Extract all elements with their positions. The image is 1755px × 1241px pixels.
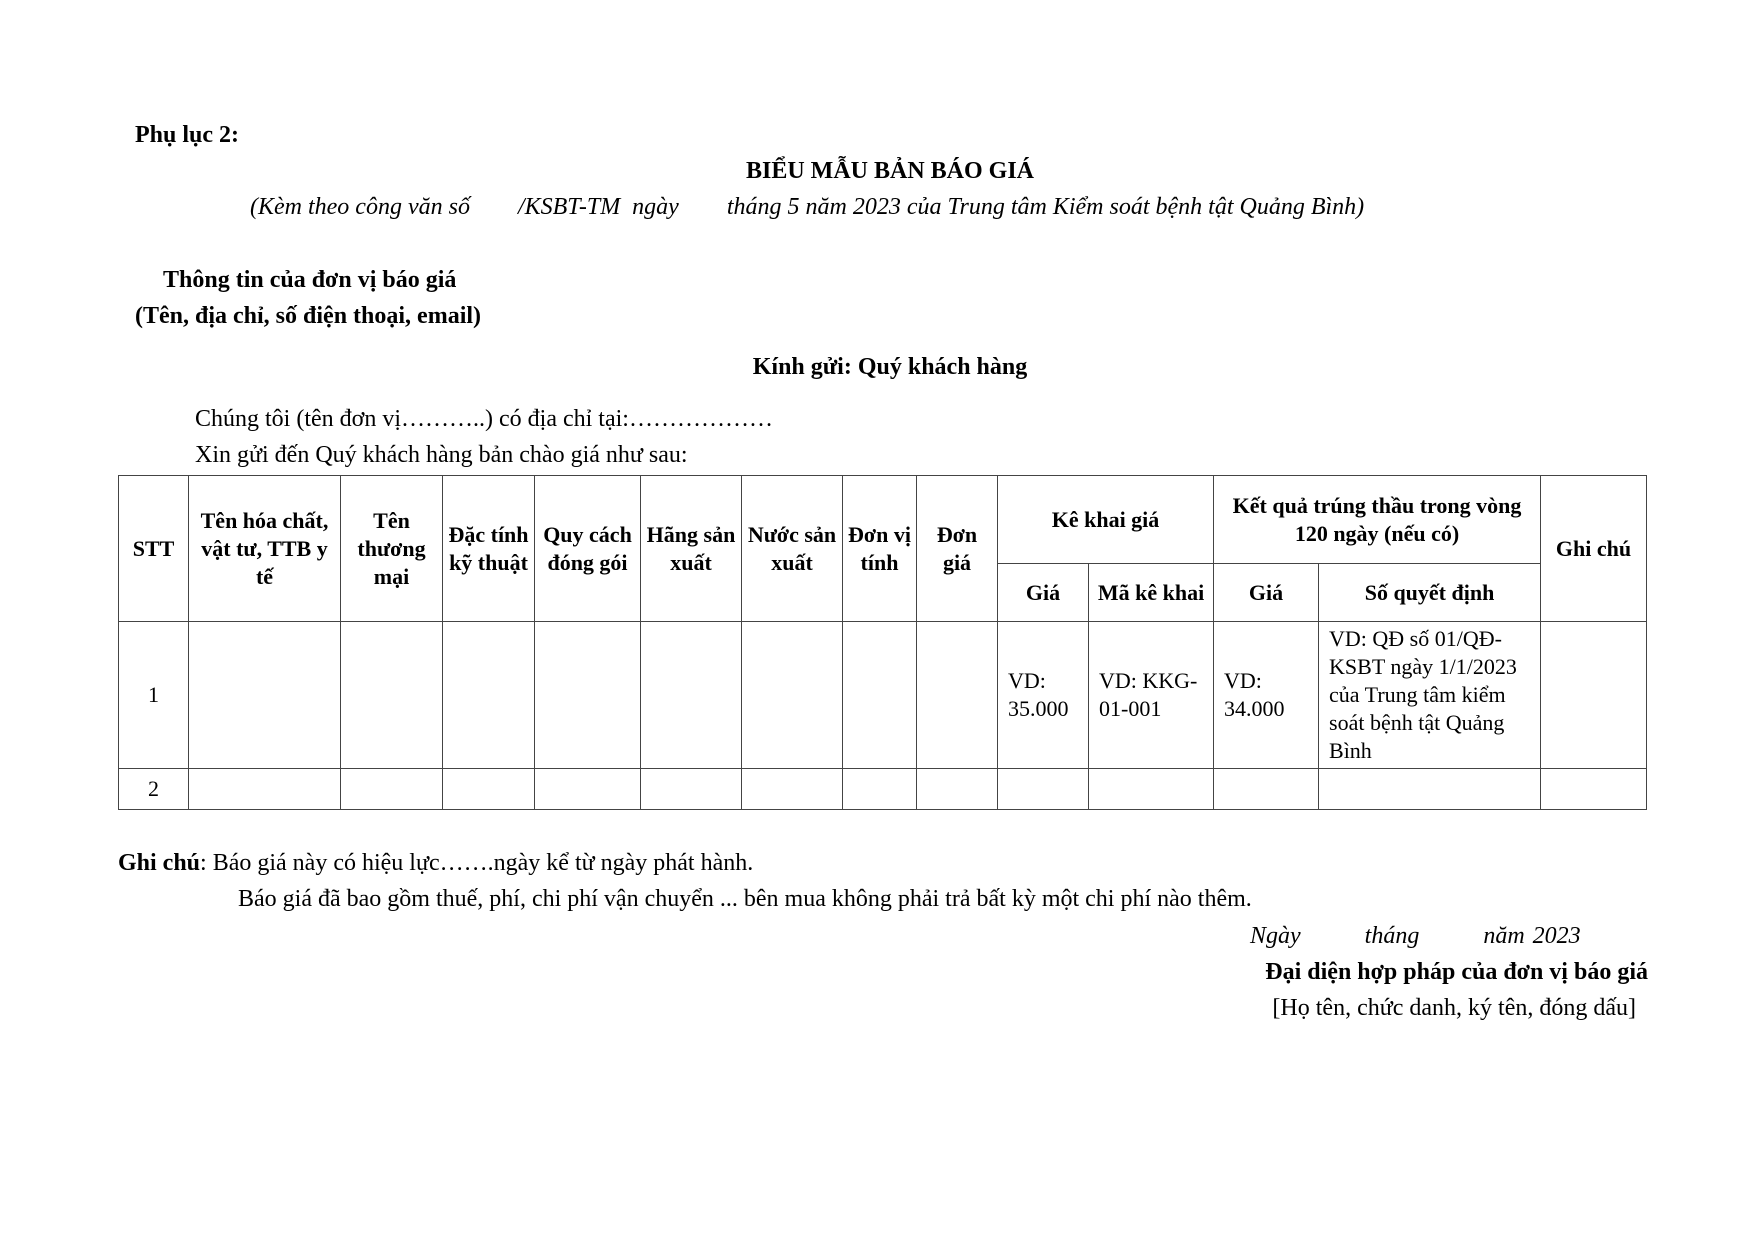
- cell-decl-code: VD: KKG-01-001: [1089, 622, 1214, 769]
- signature-title: Đại diện hợp pháp của đơn vị báo giá: [1265, 959, 1648, 985]
- header-price-declaration: Kê khai giá: [998, 476, 1214, 564]
- cell-stt: 1: [119, 622, 189, 769]
- header-unit-price: Đơn giá: [917, 476, 998, 622]
- header-stt: STT: [119, 476, 189, 622]
- cell-item-name: [189, 769, 341, 810]
- header-decision-no: Số quyết định: [1319, 564, 1541, 622]
- cell-packing: [535, 769, 641, 810]
- header-country: Nước sản xuất: [742, 476, 843, 622]
- intro-line-2: Xin gửi đến Quý khách hàng bản chào giá như sau:: [195, 442, 688, 468]
- intro-line-1: Chúng tôi (tên đơn vị………..) có địa chỉ tại:………………: [195, 406, 773, 432]
- header-bid-price: Giá: [1214, 564, 1319, 622]
- cell-spec: [443, 622, 535, 769]
- cell-unit-price: [917, 622, 998, 769]
- document-title: BIỂU MẪU BẢN BÁO GIÁ: [745, 158, 1035, 184]
- signature-date: Ngày tháng năm 2023: [1250, 923, 1581, 949]
- header-spec: Đặc tính kỹ thuật: [443, 476, 535, 622]
- sender-info-heading: Thông tin của đơn vị báo giá: [163, 267, 457, 293]
- cell-country: [742, 769, 843, 810]
- greeting: Kính gửi: Quý khách hàng: [752, 354, 1028, 380]
- header-note: Ghi chú: [1541, 476, 1647, 622]
- cell-packing: [535, 622, 641, 769]
- header-packing: Quy cách đóng gói: [535, 476, 641, 622]
- document-subtitle: (Kèm theo công văn số /KSBT-TM ngày tháng 5 năm 2023 của Trung tâm Kiểm soát bệnh tật Quảng Bình): [250, 194, 1365, 220]
- cell-spec: [443, 769, 535, 810]
- header-item-name: Tên hóa chất, vật tư, TTB y tế: [189, 476, 341, 622]
- table-row: [119, 769, 1647, 810]
- cell-unit-price: [917, 769, 998, 810]
- cell-note: [1541, 622, 1647, 769]
- cell-manufacturer: [641, 622, 742, 769]
- note-line-1: [118, 848, 753, 878]
- cell-trade-name: [341, 622, 443, 769]
- header-decl-price: Giá: [998, 564, 1089, 622]
- cell-country: [742, 622, 843, 769]
- cell-decision-no: VD: QĐ số 01/QĐ-KSBT ngày 1/1/2023 của Trung tâm kiểm soát bệnh tật Quảng Bình: [1319, 622, 1541, 769]
- appendix-label: Phụ lục 2:: [135, 122, 240, 148]
- sender-contact-heading: (Tên, địa chỉ, số điện thoại, email): [135, 303, 482, 329]
- cell-stt: 2: [119, 769, 189, 810]
- quotation-table: [118, 475, 1647, 810]
- cell-bid-price: [1214, 769, 1319, 810]
- header-decl-code: Mã kê khai: [1089, 564, 1214, 622]
- signature-instruction: [Họ tên, chức danh, ký tên, đóng dấu]: [1272, 995, 1636, 1021]
- header-bid-result: Kết quả trúng thầu trong vòng 120 ngày (nếu có): [1214, 476, 1541, 564]
- cell-unit: [843, 769, 917, 810]
- cell-decl-price: [998, 769, 1089, 810]
- cell-decision-no: [1319, 769, 1541, 810]
- cell-decl-price: VD: 35.000: [998, 622, 1089, 769]
- cell-bid-price: VD: 34.000: [1214, 622, 1319, 769]
- cell-trade-name: [341, 769, 443, 810]
- note-line-2: Báo giá đã bao gồm thuế, phí, chi phí vận chuyển ... bên mua không phải trả bất kỳ một chi phí nào thêm.: [238, 886, 1252, 912]
- cell-decl-code: [1089, 769, 1214, 810]
- cell-note: [1541, 769, 1647, 810]
- header-unit: Đơn vị tính: [843, 476, 917, 622]
- cell-unit: [843, 622, 917, 769]
- note-label: Ghi chú: [118, 850, 201, 876]
- header-manufacturer: Hãng sản xuất: [641, 476, 742, 622]
- note-text: : Báo giá này có hiệu lực…….ngày kể từ ngày phát hành.: [200, 850, 754, 876]
- cell-manufacturer: [641, 769, 742, 810]
- header-trade-name: Tên thương mại: [341, 476, 443, 622]
- table-row: [119, 622, 1647, 769]
- cell-item-name: [189, 622, 341, 769]
